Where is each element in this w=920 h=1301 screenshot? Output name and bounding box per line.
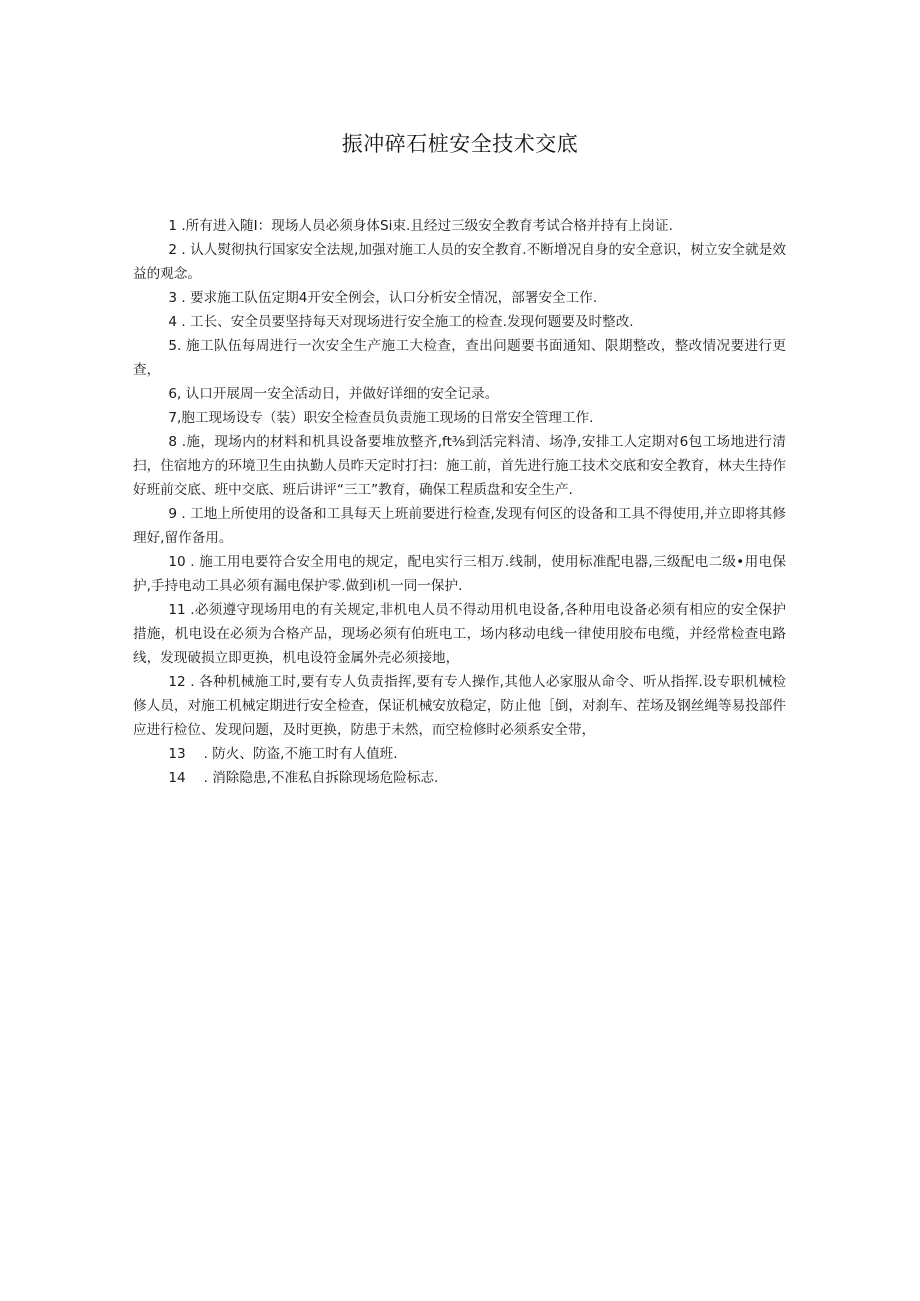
paragraph-2: 2 . 认人熨彻执行国家安全法规,加强对施工人员的安全教育.不断增况自身的安全意识，树立安全就是效益的观念。 — [133, 242, 786, 282]
document-body — [133, 214, 786, 790]
paragraph-6: 6, 认口开展周一安全活动日，并做好详细的安全记录。 — [168, 386, 499, 402]
paragraph-12: 12 . 各种机械施工时,要有专人负责指挥,要有专人操作,其他人必家服从命令、听从指挥.设专职机械检修人员，对施工机械定期进行安全检查，保证机械安放稳定，防止他［倒，对刹车、茬场及钢丝绳等易投部件应进行检位、发现问题，及时更换，防患于未然，而空检修时必须系安全带， — [133, 674, 786, 738]
document-title: 振冲碎石桩安全技术交底 — [341, 132, 579, 156]
paragraph-14: 14 . 消除隐患,不准私自拆除现场危险标志. — [168, 770, 439, 786]
paragraph-11: 11 .必须遵守现场用电的有关规定,非机电人员不得动用机电设备,各种用电设备必须有相应的安全保护措施，机电设在必须为合格产品，现场必须有伯班电工，场内移动电线一律使用胶布电缆，并经常检查电路线，发现破损立即更换，机电设符金属外壳必须接地， — [133, 602, 786, 666]
paragraph-8: 8 .施，现场内的材料和机具设备要堆放整齐,ft⅜到活完料清、场净,安排工人定期对6包工场地进行清扫，住宿地方的环境卫生由执勤人员昨天定时打扫：施工前，首先进行施工技术交底和安全教育，林夫生持作好班前交底、班中交底、班后讲评“三工”教育，确保工程质盘和安全生产. — [133, 434, 786, 498]
paragraph-7: 7,胞工现场设专（装）职安全检查员负责施工现场的日常安全管理工作. — [168, 410, 594, 426]
paragraph-5: 5. 施工队伍每周进行一次安全生产施工大检查，查出问题要书面通知、限期整改，整改情况要进行更查， — [133, 338, 786, 378]
paragraph-1: 1 .所有进入随I：现场人员必须身体Si束.且经过三级安全教育考试合格并持有上岗证. — [168, 218, 673, 234]
paragraph-4: 4 . 工长、安全员要坚持每天对现场进行安全施工的检查.发现何题要及时整改. — [168, 314, 634, 330]
paragraph-9: 9 . 工地上所使用的设备和工具每天上班前要进行检查,发现有何区的设备和工具不得使用,并立即将其修理好,留作备用。 — [133, 506, 786, 546]
paragraph-13: 13 . 防火、防盗,不施工时有人值班. — [168, 746, 398, 762]
paragraph-3: 3 . 要求施工队伍定期4开安全例会，认口分析安全情况，部署安全工作. — [168, 290, 598, 306]
paragraph-10: 10 . 施工用电要符合安全用电的规定，配电实行三相万.线制，使用标准配电器,三级配电二级•用电保护,手持电动工具必须有漏电保护零.做到i机一同一保护. — [133, 554, 786, 594]
